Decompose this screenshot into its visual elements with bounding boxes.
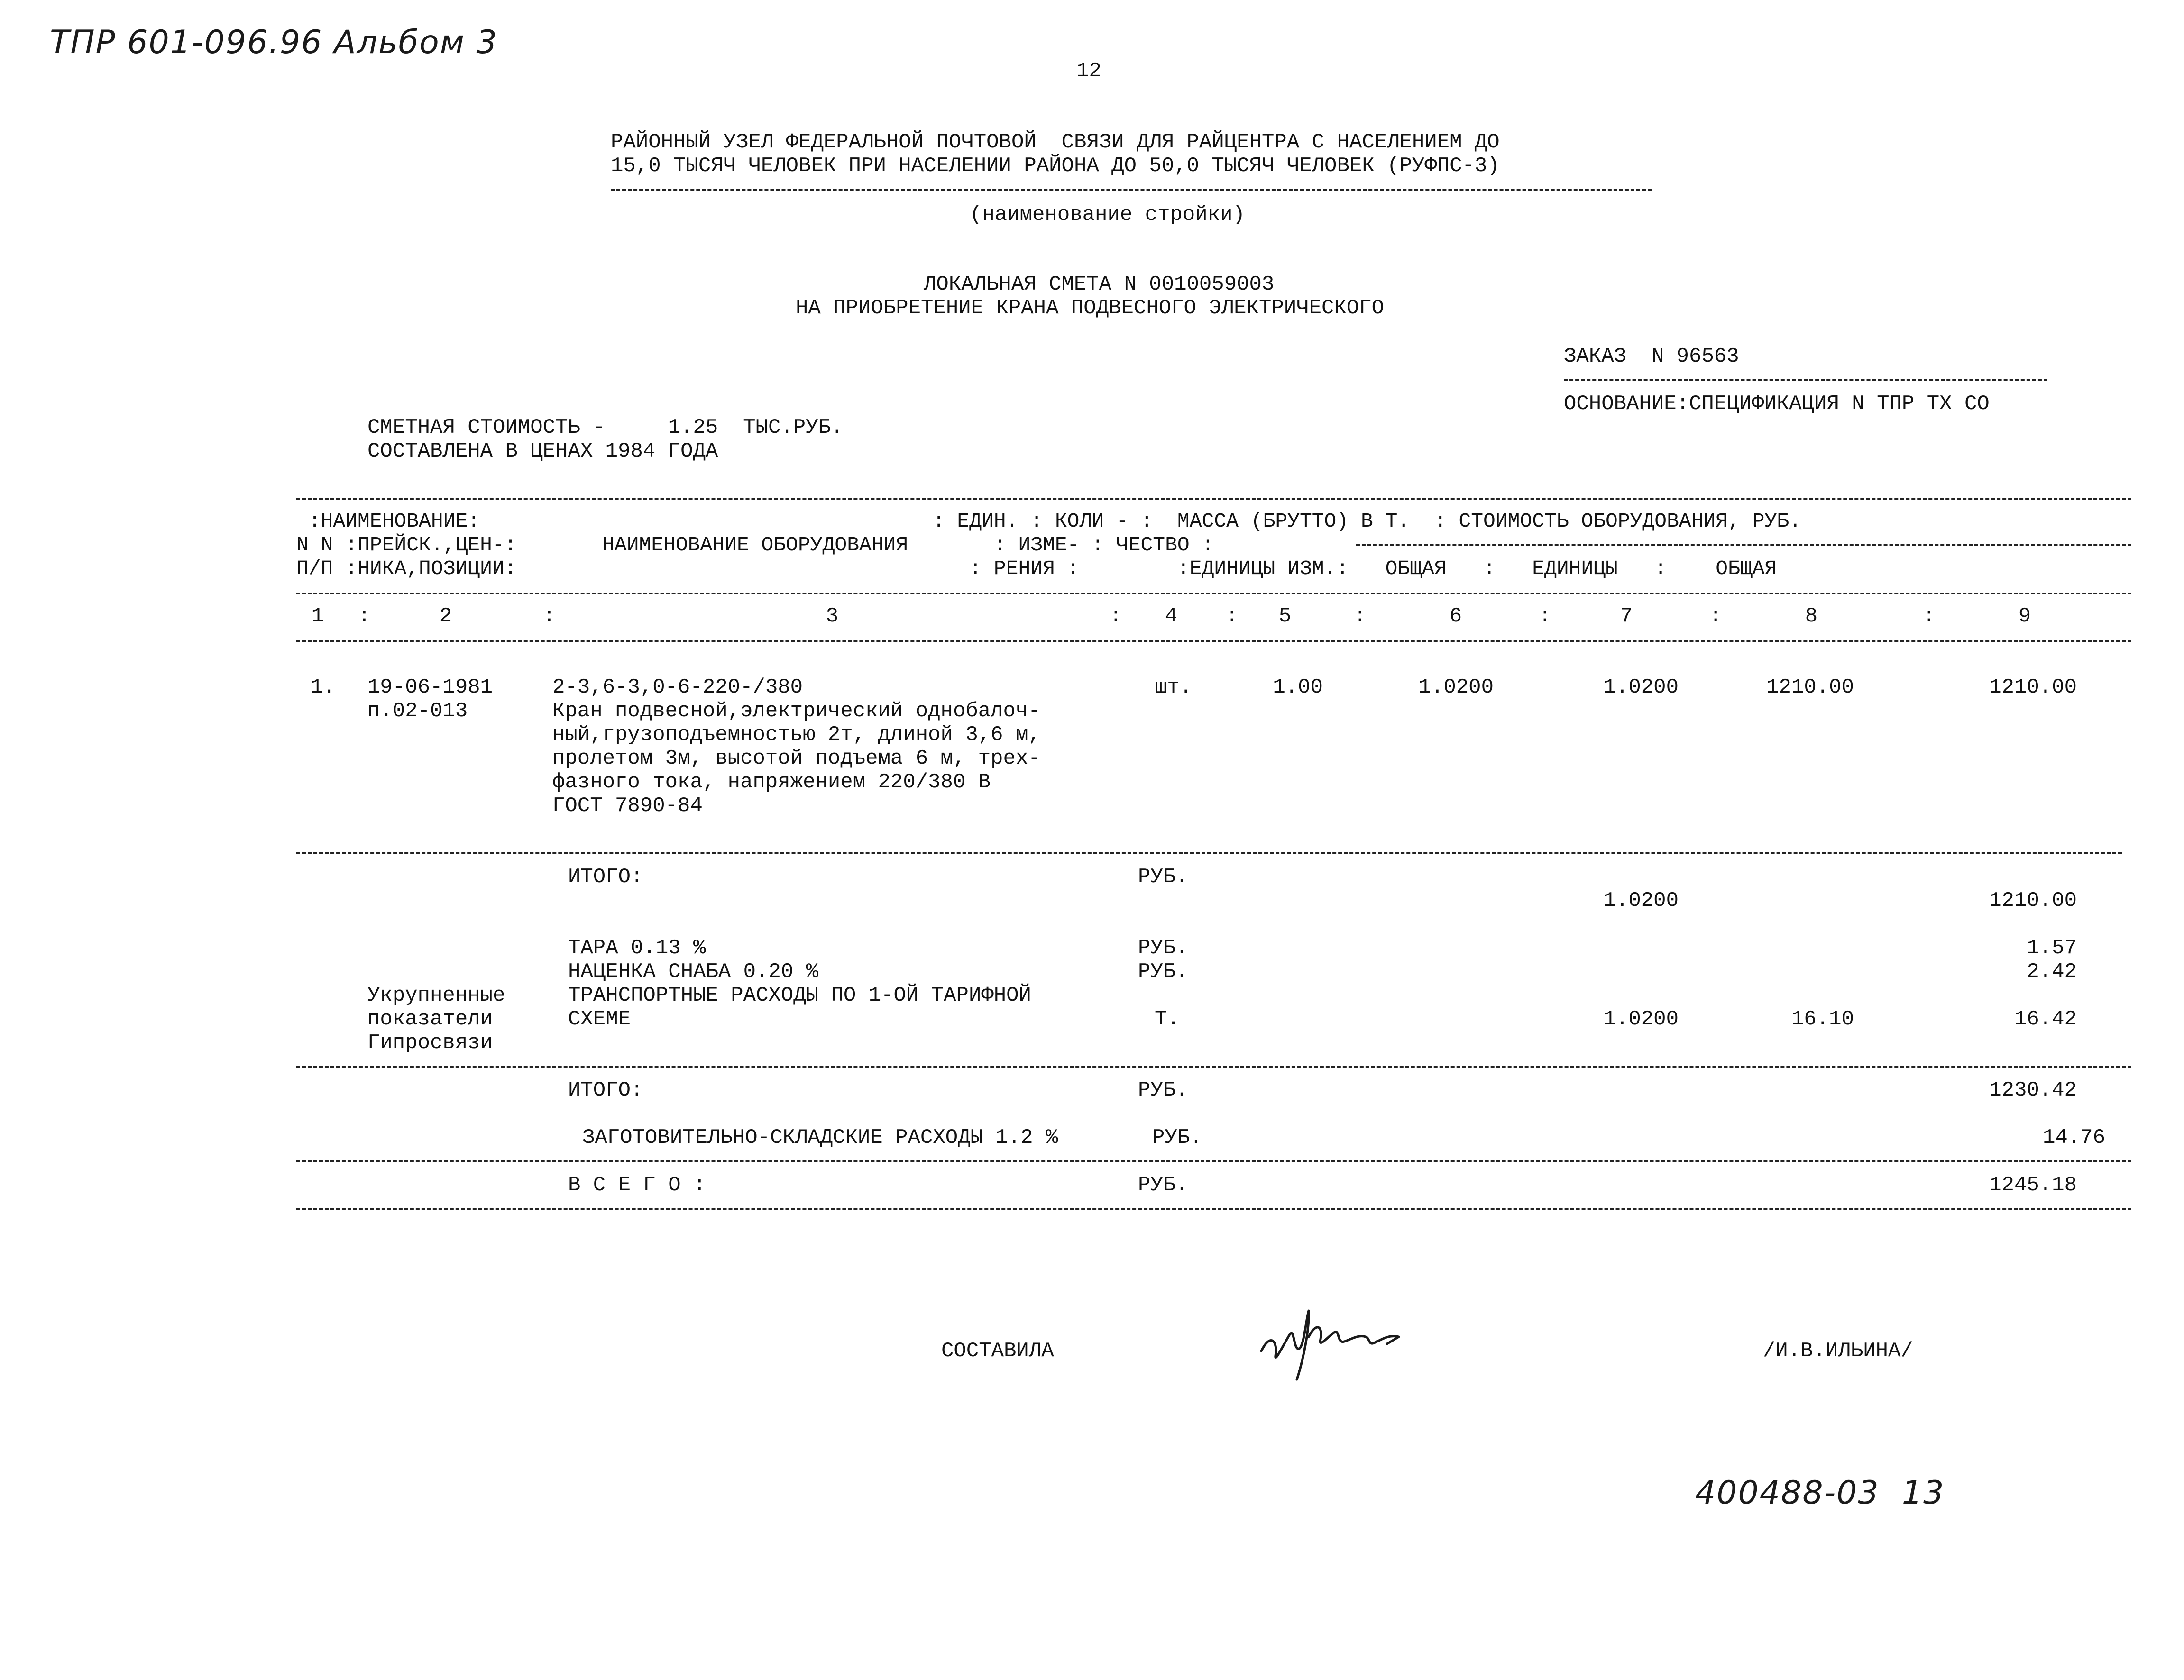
warehouse-bottom-rule — [296, 1160, 2131, 1162]
item-description-line: пролетом 3м, высотой подъема 6 м, трех- — [552, 747, 1041, 770]
page-number: 12 — [1076, 59, 1101, 83]
column-numbers-rule — [296, 640, 2131, 642]
item-description-line: 2-3,6-3,0-6-220-/380 — [552, 676, 803, 699]
column-number-9: 9 — [2018, 604, 2031, 628]
column-number-3: 3 — [826, 604, 839, 628]
column-number-1: 1 — [311, 604, 324, 628]
header-bottom-rule — [296, 593, 2131, 594]
signature-name: /И.В.ИЛЬИНА/ — [1763, 1339, 1913, 1363]
estimate-title-line-2: НА ПРИОБРЕТЕНИЕ КРАНА ПОДВЕСНОГО ЭЛЕКТРИЧЕСКОГО — [796, 296, 1385, 320]
item-cost-total: 1210.00 — [1989, 676, 2077, 699]
surcharge-cost: 1.57 — [2027, 936, 2077, 960]
column-number-6: 6 — [1449, 604, 1462, 628]
item-mass-unit: 1.0200 — [1418, 676, 1494, 699]
column-separators: : — [1226, 604, 1239, 628]
surcharge-unit: РУБ. — [1138, 960, 1188, 984]
order-underline — [1564, 379, 2047, 381]
order-number: ЗАКАЗ N 96563 — [1564, 345, 1739, 368]
column-separators: : — [1923, 604, 1936, 628]
item-price-ref-2: п.02-013 — [367, 699, 468, 723]
column-separators: : — [543, 604, 556, 628]
source-note-line: показатели — [367, 1007, 493, 1031]
table-header-row-2: N N :ПРЕЙСК.,ЦЕН-: НАИМЕНОВАНИЕ ОБОРУДОВАНИЯ : ИЗМЕ- : ЧЕСТВО : — [296, 533, 1214, 557]
column-number-8: 8 — [1805, 604, 1818, 628]
subtotal-1-cost: 1210.00 — [1989, 889, 2077, 913]
column-separators: : — [1354, 604, 1367, 628]
project-caption: (наименование стройки) — [970, 203, 1245, 227]
price-level: СОСТАВЛЕНА В ЦЕНАХ 1984 ГОДА — [367, 439, 718, 463]
subtotal-2-cost: 1230.42 — [1989, 1078, 2077, 1102]
grand-total-unit: РУБ. — [1138, 1173, 1188, 1197]
surcharge-mass: 1.0200 — [1603, 1007, 1679, 1031]
warehouse-label: ЗАГОТОВИТЕЛЬНО-СКЛАДСКИЕ РАСХОДЫ 1.2 % — [582, 1126, 1058, 1150]
surcharge-cost: 2.42 — [2027, 960, 2077, 984]
surcharge-cost: 16.42 — [2014, 1007, 2077, 1031]
subtotal-2-label: ИТОГО: — [568, 1078, 643, 1102]
column-number-7: 7 — [1620, 604, 1633, 628]
surcharges-bottom-rule — [296, 1066, 2131, 1068]
table-top-rule — [296, 498, 2131, 500]
surcharge-unit: Т. — [1155, 1007, 1180, 1031]
column-separators: : — [358, 604, 371, 628]
header-split-rule — [1356, 544, 2131, 546]
source-note-line: Укрупненные — [367, 984, 505, 1007]
warehouse-unit: РУБ. — [1152, 1126, 1202, 1150]
surcharge-unit: РУБ. — [1138, 936, 1188, 960]
table-header-row-3: П/П :НИКА,ПОЗИЦИИ: : РЕНИЯ : :ЕДИНИЦЫ ИЗМ.: ОБЩАЯ : ЕДИНИЦЫ : ОБЩАЯ — [296, 557, 1777, 580]
project-title-line-2: 15,0 ТЫСЯЧ ЧЕЛОВЕК ПРИ НАСЕЛЕНИИ РАЙОНА ДО 50,0 ТЫСЯЧ ЧЕЛОВЕК (РУФПС-3) — [611, 154, 1500, 178]
column-separators: : — [1110, 604, 1122, 628]
handwritten-signature — [1257, 1289, 1427, 1384]
estimated-cost: СМЕТНАЯ СТОИМОСТЬ - 1.25 ТЫС.РУБ. — [367, 416, 844, 439]
column-separators: : — [1539, 604, 1551, 628]
column-separators: : — [1709, 604, 1722, 628]
surcharge-label: ТРАНСПОРТНЫЕ РАСХОДЫ ПО 1-ОЙ ТАРИФНОЙ — [568, 984, 1031, 1007]
column-number-4: 4 — [1165, 604, 1178, 628]
item-number: 1. — [311, 676, 336, 699]
project-title-line-1: РАЙОННЫЙ УЗЕЛ ФЕДЕРАЛЬНОЙ ПОЧТОВОЙ СВЯЗИ ДЛЯ РАЙЦЕНТРА С НАСЕЛЕНИЕМ ДО — [611, 130, 1500, 154]
grand-total-cost: 1245.18 — [1989, 1173, 2077, 1197]
item-description-line: фазного тока, напряжением 220/380 В — [552, 770, 991, 794]
table-bottom-rule — [296, 1208, 2131, 1210]
item-bottom-rule — [296, 852, 2122, 854]
table-header-row-1: :НАИМЕНОВАНИЕ: : ЕДИН. : КОЛИ - : МАССА (БРУТТО) В Т. : СТОИМОСТЬ ОБОРУДОВАНИЯ, РУБ. — [296, 510, 1801, 533]
subtotal-1-label: ИТОГО: — [568, 865, 643, 889]
warehouse-cost: 14.76 — [2042, 1126, 2105, 1150]
subtotal-1-mass: 1.0200 — [1603, 889, 1679, 913]
subtotal-1-unit: РУБ. — [1138, 865, 1188, 889]
column-number-5: 5 — [1278, 604, 1292, 628]
basis: ОСНОВАНИЕ:СПЕЦИФИКАЦИЯ N ТПР ТХ СО — [1564, 392, 1990, 416]
item-unit: шт. — [1155, 676, 1193, 699]
item-description-line: ный,грузоподъемностью 2т, длиной 3,6 м, — [552, 723, 1041, 747]
surcharge-label: НАЦЕНКА СНАБА 0.20 % — [568, 960, 819, 984]
column-number-2: 2 — [439, 604, 452, 628]
surcharge-cost-unit: 16.10 — [1791, 1007, 1854, 1031]
item-description-line: Кран подвесной,электрический однобалоч- — [552, 699, 1041, 723]
item-quantity: 1.00 — [1273, 676, 1323, 699]
item-description-line: ГОСТ 7890-84 — [552, 794, 703, 818]
estimate-title-line-1: ЛОКАЛЬНАЯ СМЕТА N 0010059003 — [924, 273, 1275, 296]
subtotal-2-unit: РУБ. — [1138, 1078, 1188, 1102]
surcharge-label: ТАРА 0.13 % — [568, 936, 706, 960]
album-note: ТПР 601-096.96 Альбом 3 — [50, 24, 498, 61]
item-cost-unit: 1210.00 — [1766, 676, 1854, 699]
drawing-stamp-number: 400488-03 13 — [1695, 1474, 1945, 1512]
item-mass-total: 1.0200 — [1603, 676, 1679, 699]
source-note-line: Гипросвязи — [367, 1031, 493, 1055]
item-price-ref-1: 19-06-1981 — [367, 676, 493, 699]
signature-role: СОСТАВИЛА — [941, 1339, 1054, 1363]
grand-total-label: В С Е Г О : — [568, 1173, 706, 1197]
surcharge-label: СХЕМЕ — [568, 1007, 631, 1031]
project-title-underline — [611, 189, 1652, 191]
